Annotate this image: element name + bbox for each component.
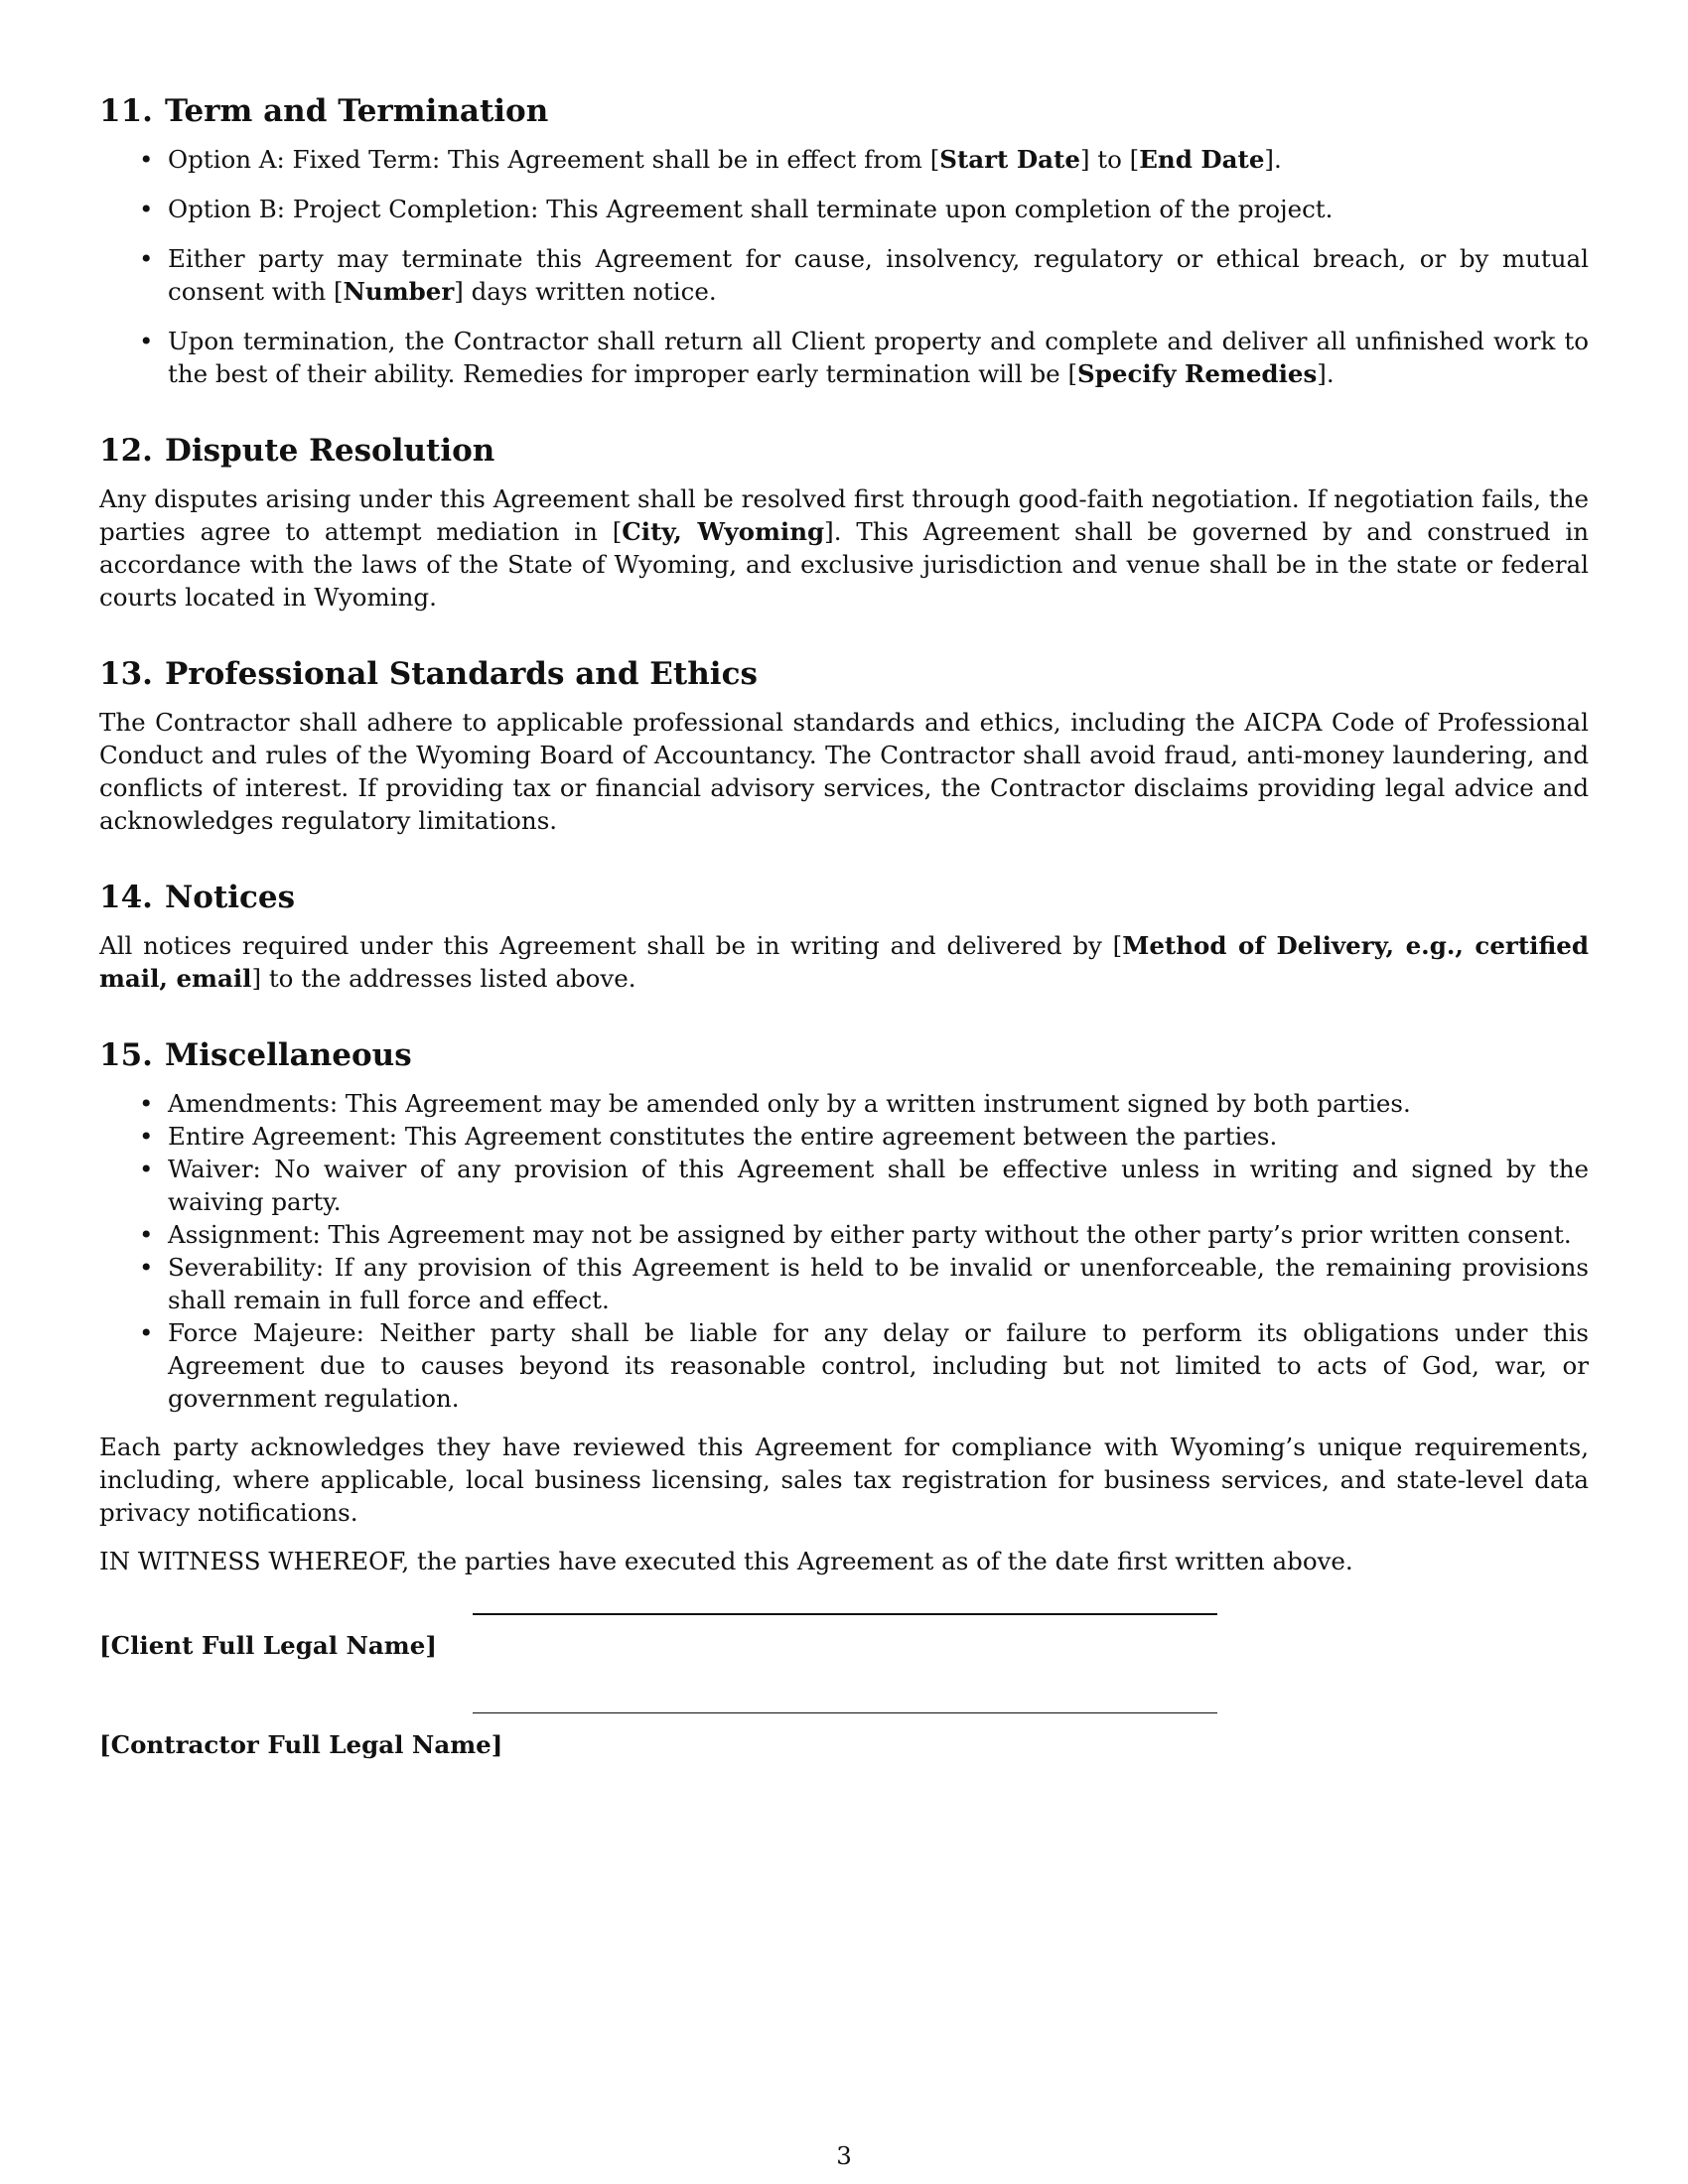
paragraph: Any disputes arising under this Agreement shall be resolved first through good-faith negotiation. If negotiation fails, the parties agree to attempt mediation in [City, Wyoming]. This Agreement shall be governed by and construed in accordance with the laws of the State of Wyoming, and exclusive jurisdiction and venue shall be in the state or federal courts located in Wyoming.	[99, 484, 1590, 612]
placeholder-field: Start Date	[939, 145, 1080, 174]
list-item: • Option A: Fixed Term: This Agreement shall be in effect from [Start Date] to [End Date].	[139, 145, 1282, 174]
section-title: Term and Termination	[164, 93, 549, 129]
contractor-name-label: [Contractor Full Legal Name]	[99, 1730, 503, 1759]
compliance-paragraph: Each party acknowledges they have reviewed this Agreement for compliance with Wyoming’s unique requirements, including, where applicable, local business licensing, sales tax registration for business services, and state-level data privacy notifications.	[99, 1433, 1589, 1527]
bullet-list	[99, 143, 1589, 390]
bullet-icon: •	[139, 145, 154, 174]
section-number: 13.	[99, 656, 153, 692]
section-heading	[99, 878, 1589, 917]
list-item: • Assignment: This Agreement may not be assigned by either party without the other party’s prior written consent.	[139, 1220, 1572, 1249]
bullet-icon: •	[139, 1253, 154, 1282]
section-heading	[99, 654, 1589, 694]
placeholder-field: City, Wyoming	[622, 517, 825, 546]
section-professional-standards	[99, 654, 1589, 837]
section-heading	[99, 91, 1589, 131]
bullet-icon: •	[139, 327, 154, 355]
section-title: Miscellaneous	[164, 1037, 412, 1073]
placeholder-field: Specify Remedies	[1077, 359, 1318, 388]
bullet-icon: •	[139, 195, 154, 223]
bullet-icon: •	[139, 1089, 154, 1118]
bullet-icon: •	[139, 244, 154, 273]
client-name-label: [Client Full Legal Name]	[99, 1631, 437, 1660]
section-miscellaneous	[99, 1035, 1589, 1577]
section-title: Dispute Resolution	[164, 433, 495, 469]
page-number: 3	[836, 2141, 852, 2170]
list-item: • Amendments: This Agreement may be amended only by a written instrument signed by both parties.	[139, 1089, 1411, 1118]
section-dispute-resolution	[99, 431, 1589, 614]
section-title: Notices	[164, 880, 296, 915]
contractor-signature-line[interactable]	[473, 1712, 1217, 1713]
document-page	[99, 91, 1589, 1776]
witness-statement: IN WITNESS WHEREOF, the parties have executed this Agreement as of the date first written above.	[99, 1547, 1353, 1575]
placeholder-field: End Date	[1139, 145, 1265, 174]
list-item: • Either party may terminate this Agreement for cause, insolvency, regulatory or ethical breach, or by mutual consent with [Number] days written notice.	[139, 244, 1589, 306]
section-heading	[99, 1035, 1589, 1075]
section-heading	[99, 431, 1589, 471]
placeholder-field: Method of Delivery, e.g., certified mail, email	[99, 931, 1589, 993]
bullet-list	[99, 1087, 1589, 1415]
list-item: • Entire Agreement: This Agreement constitutes the entire agreement between the parties.	[139, 1122, 1278, 1151]
paragraph: The Contractor shall adhere to applicable professional standards and ethics, including the AICPA Code of Professional Conduct and rules of the Wyoming Board of Accountancy. The Contractor shall avoid fraud, anti-money laundering, and conflicts of interest. If providing tax or financial advisory services, the Contractor disclaims providing legal advice and acknowledges regulatory limitations.	[99, 708, 1589, 835]
section-term-and-termination	[99, 91, 1589, 390]
list-item: • Option B: Project Completion: This Agreement shall terminate upon completion of the project.	[139, 195, 1334, 223]
bullet-icon: •	[139, 1318, 154, 1347]
section-number: 11.	[99, 93, 153, 129]
signature-block	[99, 1577, 1589, 1776]
section-number: 15.	[99, 1037, 153, 1073]
list-item: • Upon termination, the Contractor shall return all Client property and complete and deliver all unfinished work to the best of their ability. Remedies for improper early termination will be [Specify Remedies].	[139, 327, 1589, 388]
section-notices	[99, 878, 1589, 995]
paragraph: All notices required under this Agreement shall be in writing and delivered by [Method of Delivery, e.g., certified mail, email] to the addresses listed above.	[99, 931, 1589, 993]
section-number: 14.	[99, 880, 153, 915]
placeholder-field: Number	[343, 277, 455, 306]
section-title: Professional Standards and Ethics	[164, 656, 758, 692]
bullet-icon: •	[139, 1155, 154, 1183]
client-signature-line[interactable]	[473, 1613, 1217, 1615]
bullet-icon: •	[139, 1220, 154, 1249]
bullet-icon: •	[139, 1122, 154, 1151]
list-item: • Severability: If any provision of this Agreement is held to be invalid or unenforceable, the remaining provisions shall remain in full force and effect.	[139, 1253, 1589, 1314]
section-number: 12.	[99, 433, 153, 469]
list-item: • Force Majeure: Neither party shall be liable for any delay or failure to perform its obligations under this Agreement due to causes beyond its reasonable control, including but not limited to acts of God, war, or government regulation.	[139, 1318, 1589, 1413]
list-item: • Waiver: No waiver of any provision of this Agreement shall be effective unless in writing and signed by the waiving party.	[139, 1155, 1589, 1216]
